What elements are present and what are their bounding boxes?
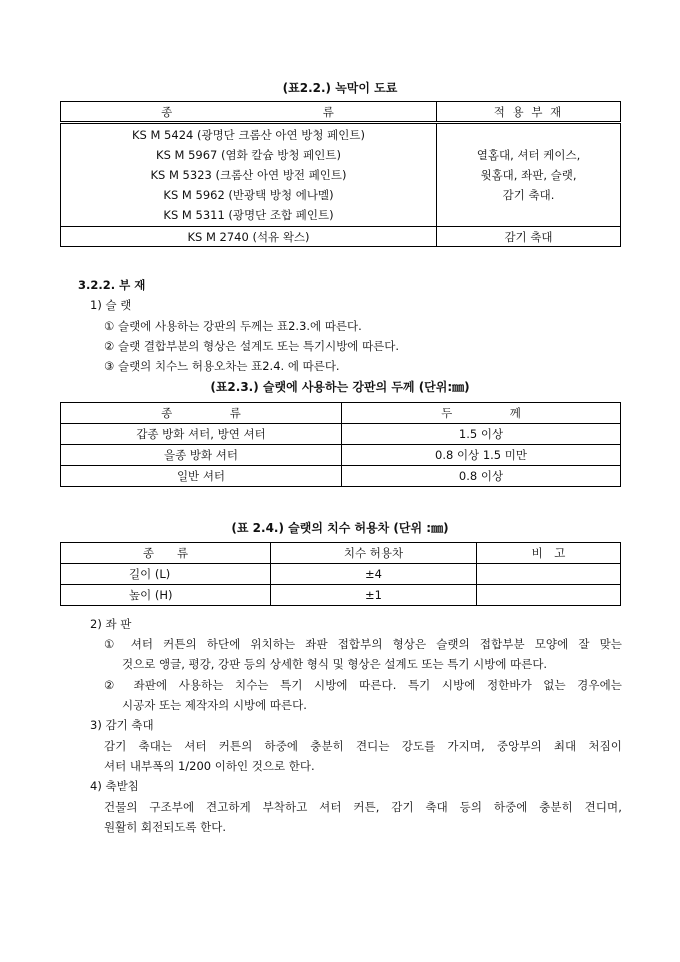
- table2-cell: 0.8 이상: [342, 466, 621, 487]
- ks-item: KS M 5311 (광명단 조합 페인트): [163, 208, 334, 222]
- ks-item: KS M 5424 (광명단 크롬산 아연 방청 페인트): [131, 128, 365, 142]
- item4-line2: 원활히 회전되도록 한다.: [104, 820, 227, 834]
- item1-point: ③ 슬랫의 치수느 허용오차는 표2.4. 에 따른다.: [104, 359, 340, 373]
- table1-caption: (표2.2.) 녹막이 도료: [282, 81, 398, 95]
- applied-line: 감기 축대.: [502, 188, 555, 202]
- table1-ks-list: [61, 123, 437, 227]
- table1-applied-cell: [437, 123, 621, 227]
- table3-header-tolerance: 치수 허용차: [271, 543, 477, 564]
- table2-header-thickness: 두 께: [342, 403, 621, 424]
- table3-cell: ±4: [271, 564, 477, 585]
- ks-item: KS M 5967 (염화 칼슘 방청 페인트): [156, 148, 341, 162]
- item4-line1: 건물의 구조부에 견고하게 부착하고 셔터 커튼, 감기 축대 등의 하중에 충분히 견디며,: [104, 800, 622, 814]
- table2-cell: 0.8 이상 1.5 미만: [342, 445, 621, 466]
- item2-point2-line1: ② 좌판에 사용하는 치수는 특기 시방에 따른다. 특기 시방에 정한바가 없는 경우에는: [104, 678, 622, 692]
- item4-title: 4) 축받침: [90, 779, 139, 793]
- item3-line2: 셔터 내부폭의 1/200 이하인 것으로 한다.: [104, 759, 315, 773]
- table3-header-note: 비 고: [477, 543, 621, 564]
- item3-title: 3) 감기 축대: [90, 718, 154, 732]
- item1-title: 1) 슬 랫: [90, 298, 132, 312]
- table1-last-type: KS M 2740 (석유 왁스): [61, 227, 437, 247]
- table-row: [61, 564, 621, 585]
- table2-cell: 일반 셔터: [61, 466, 342, 487]
- table2-header-type: 종 류: [61, 403, 342, 424]
- table-row: [61, 585, 621, 606]
- table3-cell: 길이 (L): [61, 564, 271, 585]
- table2-cell: 을종 방화 셔터: [61, 445, 342, 466]
- table2-caption: (표2.3.) 슬랫에 사용하는 강판의 두께 (단위:㎜): [210, 380, 470, 394]
- table3-cell: [477, 585, 621, 606]
- table2-cell: 갑종 방화 셔터, 방연 셔터: [61, 424, 342, 445]
- table2-cell: 1.5 이상: [342, 424, 621, 445]
- paint-table: [60, 101, 621, 247]
- table3-caption: (표 2.4.) 슬랫의 치수 허용차 (단위 :㎜): [231, 521, 449, 535]
- table1-last-applied: 감기 축대: [437, 227, 621, 247]
- item3-line1: 감기 축대는 셔터 커튼의 하중에 충분히 견디는 강도를 가지며, 중앙부의 최대 처짐이: [104, 739, 622, 753]
- item1-point: ② 슬랫 결합부분의 형상은 설계도 또는 특기시방에 따른다.: [104, 339, 400, 353]
- tolerance-table: [60, 542, 621, 606]
- table1-header-applied: 적 용 부 재: [437, 102, 621, 123]
- table3-cell: 높이 (H): [61, 585, 271, 606]
- item2-title: 2) 좌 판: [90, 617, 132, 631]
- table1-header-type: 종 류: [61, 102, 437, 123]
- section-heading: 3.2.2. 부 재: [78, 278, 146, 292]
- table-row: [61, 466, 621, 487]
- item2-point1-line1: ① 셔터 커튼의 하단에 위치하는 좌판 접합부의 형상은 슬랫의 접합부분 모양에 잘 맞는: [104, 637, 622, 651]
- table-row: [61, 445, 621, 466]
- ks-item: KS M 5962 (반광택 방청 에나멜): [163, 188, 334, 202]
- ks-item: KS M 5323 (크롬산 아연 방전 페인트): [150, 168, 347, 182]
- table3-cell: [477, 564, 621, 585]
- item2-point1-line2: 것으로 앵글, 평강, 강판 등의 상세한 형식 및 형상은 설계도 또는 특기 시방에 따른다.: [122, 657, 548, 671]
- table3-cell: ±1: [271, 585, 477, 606]
- thickness-table: [60, 402, 621, 487]
- item2-point2-line2: 시공자 또는 제작자의 시방에 따른다.: [122, 698, 307, 712]
- table-row: [61, 424, 621, 445]
- table3-header-type: 종 류: [61, 543, 271, 564]
- item1-point: ① 슬랫에 사용하는 강판의 두께는 표2.3.에 따른다.: [104, 319, 362, 333]
- applied-line: 열홈대, 셔터 케이스,: [476, 148, 581, 162]
- applied-line: 윗홈대, 좌판, 슬랫,: [480, 168, 577, 182]
